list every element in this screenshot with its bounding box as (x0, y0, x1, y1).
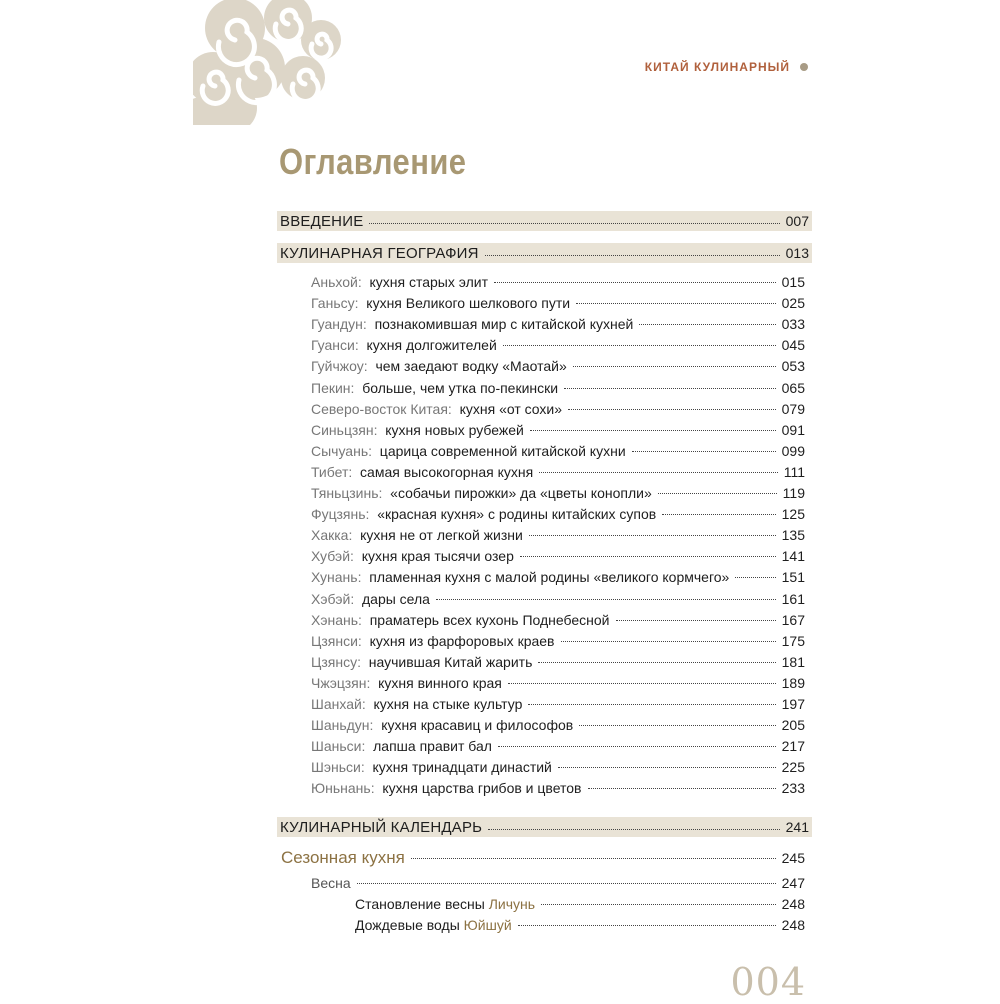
toc-entry-description: самая высокогорная кухня (360, 463, 534, 480)
running-head (645, 60, 808, 74)
toc-entry[interactable] (311, 780, 805, 801)
toc-entry-region: Шанхай (311, 696, 362, 712)
toc-entry-separator: : (361, 696, 374, 712)
toc-entry-region: Шаньдун (311, 717, 370, 734)
toc-entry-region: Хэбэй (311, 590, 351, 607)
toc-page-number: 141 (781, 548, 805, 565)
toc-entry[interactable] (311, 548, 805, 569)
toc-entry[interactable] (311, 654, 805, 675)
toc-subsection-label: Весна (311, 875, 351, 891)
toc-section-label: КУЛИНАРНЫЙ КАЛЕНДАРЬ (280, 818, 483, 836)
toc-entry[interactable] (311, 591, 805, 612)
toc-entry-region: Хунань (311, 569, 358, 586)
toc-entry-region: Ганьсу (311, 295, 355, 312)
dot-leader (558, 767, 776, 768)
dot-leader (588, 788, 776, 789)
toc-entry-region: Хубэй (311, 548, 351, 565)
toc-page-number: 217 (781, 738, 805, 755)
dot-leader (436, 599, 776, 600)
toc-page-number: 248 (781, 917, 805, 933)
toc-entry-region: Шэньси (311, 759, 361, 776)
toc-entry-region: Хэнань (311, 611, 359, 628)
dot-leader (573, 366, 776, 367)
toc-entry-region: Цзянси (311, 632, 358, 649)
toc-entry-separator: : (362, 316, 375, 333)
toc-entry[interactable] (311, 380, 805, 401)
toc-entry[interactable] (311, 485, 805, 506)
toc-section-calendar[interactable] (277, 817, 812, 837)
toc-entry-region: Аньхой (311, 274, 358, 290)
toc-entry-description: царица современной китайской кухни (379, 442, 626, 459)
toc-entry-description: кухня долгожителей (366, 337, 497, 354)
toc-entry-separator: : (350, 548, 362, 565)
toc-entry-description: кухня тринадцати династий (372, 759, 552, 776)
toc-entry-separator: : (369, 717, 382, 734)
toc-entry-separator: : (373, 421, 386, 438)
toc-entry-description: кухня новых рубежей (385, 421, 524, 438)
toc-entry-lichun[interactable] (355, 896, 805, 912)
toc-page-number: 197 (781, 696, 805, 712)
toc-entry-separator: : (363, 358, 376, 375)
toc-page-number: 045 (781, 337, 805, 354)
dot-leader (632, 451, 776, 452)
dot-leader (539, 472, 778, 473)
toc-entry-description: кухня винного края (378, 674, 502, 691)
dot-leader (369, 223, 779, 224)
toc-entry-separator: : (378, 485, 391, 501)
toc-entry-separator: : (357, 632, 370, 649)
toc-entry[interactable] (311, 401, 805, 422)
dot-leader (488, 829, 779, 830)
toc-entry-separator: : (368, 442, 380, 459)
toc-entry-yushui[interactable] (355, 917, 805, 933)
toc-entry-region: Фуцзянь (311, 506, 366, 523)
dot-leader (357, 883, 776, 884)
toc-page-number: 065 (781, 379, 805, 396)
toc-entry-region: Тяньцзинь (311, 485, 379, 501)
toc-page-number: 125 (781, 506, 805, 523)
toc-entry-region: Гуйчжоу (311, 358, 364, 375)
toc-entry[interactable] (311, 358, 805, 379)
toc-page-number: 013 (785, 245, 809, 261)
toc-entry-description: кухня из фарфоровых краев (369, 632, 555, 649)
toc-entry-description: «красная кухня» с родины китайских супов (377, 506, 657, 523)
toc-entry-description: познакомившая мир с китайской кухней (374, 316, 634, 333)
toc-entry-region: Чжэцзян (311, 674, 367, 691)
toc-entry-region: Северо-восток Китая (311, 400, 448, 417)
toc-page-number: 247 (781, 875, 805, 891)
dot-leader (538, 662, 775, 663)
toc-entry-separator: : (354, 295, 367, 312)
toc-entry-description: праматерь всех кухонь Поднебесной (369, 611, 610, 628)
toc-entry-description: пламенная кухня с малой родины «великого кормчего» (369, 569, 730, 586)
toc-entry[interactable] (311, 612, 805, 633)
dot-leader (658, 493, 777, 494)
dot-leader (411, 858, 776, 859)
toc-entry-description: кухня не от легкой жизни (360, 527, 523, 544)
dot-leader (541, 904, 776, 905)
toc-entry-separator: : (366, 674, 379, 691)
toc-entry[interactable] (311, 738, 805, 759)
dot-leader (639, 324, 775, 325)
toc-entry-description: кухня Великого шелкового пути (366, 295, 571, 312)
toc-page-number: 225 (781, 759, 805, 776)
toc-entry-region: Сычуань (311, 442, 369, 459)
dot-leader (508, 683, 776, 684)
toc-page-number: 167 (781, 611, 805, 628)
toc-entry[interactable] (311, 633, 805, 654)
dot-leader (568, 409, 776, 410)
dot-leader (494, 282, 776, 283)
dot-leader (520, 556, 776, 557)
toc-entry-separator: : (370, 780, 383, 797)
page-title: Оглавление (279, 141, 467, 182)
dot-leader (498, 746, 776, 747)
dot-leader (735, 577, 775, 578)
toc-entry-separator: : (447, 400, 460, 417)
toc-page-number: 119 (782, 485, 805, 501)
toc-entry-description: больше, чем утка по-пекински (362, 379, 559, 396)
toc-page-number: 245 (781, 850, 805, 866)
toc-entry[interactable] (311, 506, 805, 527)
toc-entry-separator: : (357, 569, 370, 586)
toc-entry-description: кухня на стыке культур (373, 696, 523, 712)
toc-page-number: 233 (781, 780, 805, 797)
book-page (193, 0, 810, 1004)
toc-entry[interactable] (311, 696, 805, 717)
toc-entry-description: кухня старых элит (369, 274, 488, 290)
toc-page-number: 151 (781, 569, 805, 586)
dot-leader (503, 345, 776, 346)
toc-section-label: ВВЕДЕНИЕ (280, 212, 364, 230)
toc-page-number: 111 (783, 463, 805, 480)
toc-entry-separator: : (350, 590, 362, 607)
toc-entry-description: кухня красавиц и философов (381, 717, 574, 734)
toc-entry-region: Тибет (311, 463, 349, 480)
toc-entry-separator: : (350, 379, 363, 396)
dot-leader (662, 514, 775, 515)
toc-entry-separator: : (357, 653, 369, 670)
toc-entry-region: Юньнань (311, 780, 371, 797)
toc-page-number: 053 (781, 358, 805, 375)
toc-subsection-label: Сезонная кухня (281, 848, 405, 867)
toc-entry-description: кухня края тысячи озер (361, 548, 514, 565)
toc-entry-separator: : (361, 738, 374, 755)
toc-entry-region: Пекин (311, 379, 351, 396)
toc-page-number: 248 (781, 896, 805, 912)
toc-entry-description: кухня «от сохи» (459, 400, 563, 417)
toc-page-number: 091 (781, 421, 805, 438)
dot-leader (528, 704, 775, 705)
toc-entry-separator: : (354, 337, 367, 354)
dot-leader (576, 303, 776, 304)
toc-section-geography[interactable] (277, 243, 812, 263)
running-head-title: КИТАЙ КУЛИНАРНЫЙ (644, 60, 790, 74)
toc-section-intro[interactable] (277, 211, 812, 231)
dot-leader (529, 535, 776, 536)
page-folio: 004 (730, 960, 806, 1004)
toc-entry-separator: : (365, 506, 378, 523)
toc-entry[interactable] (311, 717, 805, 738)
toc-page-number: 241 (785, 819, 809, 835)
toc-entry[interactable] (311, 274, 805, 295)
toc-page-number: 189 (781, 674, 805, 691)
toc-page-number: 079 (781, 400, 805, 417)
toc-entry[interactable] (311, 675, 805, 696)
toc-entry-separator: : (357, 274, 370, 290)
toc-entry-separator: : (360, 759, 373, 776)
toc-entry-separator: : (348, 527, 361, 544)
toc-entry-description: лапша правит бал (373, 738, 492, 755)
dot-leader (518, 925, 776, 926)
toc-page-number: 099 (781, 442, 805, 459)
toc-entry-description: чем заедают водку «Маотай» (375, 358, 567, 375)
toc-entry-region: Шаньси (311, 738, 362, 755)
toc-entry-description: «собачьи пирожки» да «цветы конопли» (390, 485, 652, 501)
dot-leader (616, 620, 776, 621)
toc-page-number: 033 (781, 316, 805, 333)
toc-entry-description: дары села (361, 590, 430, 607)
toc-page-number: 025 (781, 295, 805, 312)
toc-entry[interactable] (311, 422, 805, 443)
toc-entry[interactable] (311, 443, 805, 464)
dot-leader (485, 255, 780, 256)
toc-entry-region: Гуанси (311, 337, 355, 354)
toc-page-number: 205 (781, 717, 805, 734)
dot-leader (564, 388, 776, 389)
toc-section-label: КУЛИНАРНАЯ ГЕОГРАФИЯ (280, 244, 479, 262)
toc-entry-region: Цзянсу (311, 653, 358, 670)
toc-entry[interactable] (311, 316, 805, 337)
toc-entry-label: Дождевые воды Юйшуй (355, 917, 512, 933)
toc-entry[interactable] (311, 527, 805, 548)
dot-leader (561, 641, 776, 642)
toc-entry-label: Становление весны Личунь (355, 896, 536, 912)
toc-entry-region: Гуандун (311, 316, 363, 333)
toc-entry[interactable] (311, 337, 805, 358)
dot-leader (530, 430, 776, 431)
toc-entry-description: научившая Китай жарить (368, 653, 533, 670)
toc-entry-region: Хакка (311, 527, 349, 544)
toc-entry-description: кухня царства грибов и цветов (382, 780, 582, 797)
dot-leader (579, 725, 775, 726)
toc-entry[interactable] (311, 759, 805, 780)
toc-page-number: 175 (781, 632, 805, 649)
toc-entry-separator: : (348, 463, 361, 480)
toc-page-number: 181 (781, 653, 805, 670)
toc-page-number: 007 (785, 213, 809, 229)
toc-page-number: 135 (781, 527, 805, 544)
toc-subsection-spring[interactable] (311, 875, 805, 891)
cloud-ornament-icon (193, 0, 343, 125)
toc-entry[interactable] (311, 464, 805, 485)
toc-entry-separator: : (358, 611, 370, 628)
toc-page-number: 015 (781, 274, 805, 290)
toc-subsection-seasonal[interactable] (281, 848, 805, 868)
toc-entry-region: Синьцзян (311, 421, 374, 438)
toc-page-number: 161 (781, 590, 805, 607)
toc-entry[interactable] (311, 295, 805, 316)
toc-entry[interactable] (311, 569, 805, 590)
bullet-dot-icon (800, 63, 808, 71)
